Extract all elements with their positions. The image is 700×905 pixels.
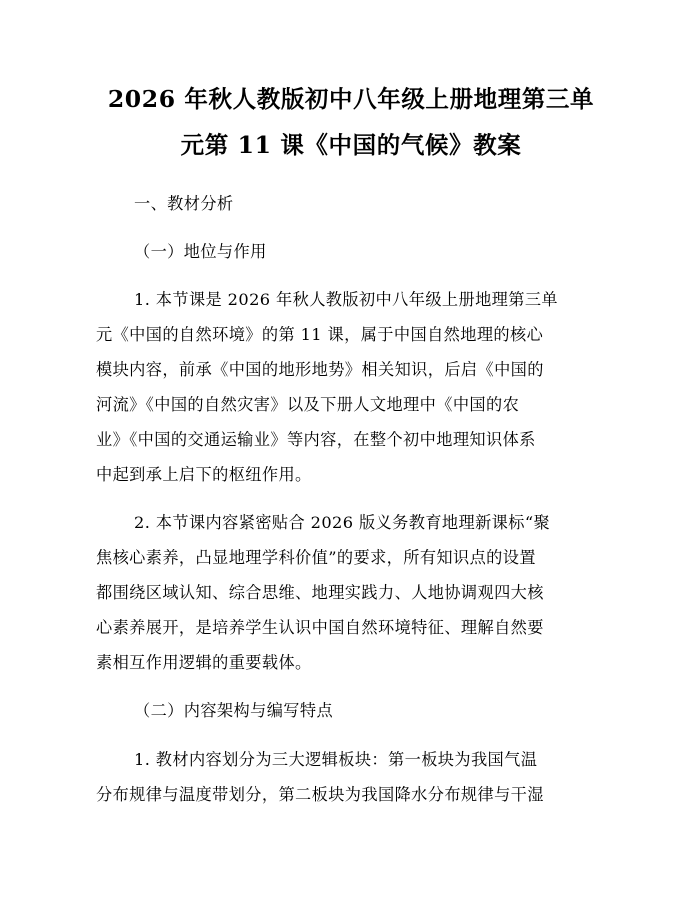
subheading-content-structure: （二）内容架构与编写特点 <box>134 701 334 720</box>
paragraph-line: 焦核心素养，凸显地理学科价值”的要求，所有知识点的设置 <box>96 548 536 567</box>
paragraph-line: 河流》《中国的自然灾害》以及下册人文地理中《中国的农 <box>96 395 520 414</box>
paragraph-line: 分布规律与温度带划分，第二板块为我国降水分布规律与干湿 <box>96 785 544 804</box>
paragraph-line: 素相互作用逻辑的重要载体。 <box>96 653 312 672</box>
heading-teaching-material-analysis: 一、教材分析 <box>134 194 234 213</box>
paragraph-line: 1. 教材内容划分为三大逻辑板块：第一板块为我国气温 <box>134 750 538 769</box>
paragraph-line: 元《中国的自然环境》的第 11 课，属于中国自然地理的核心 <box>96 325 544 344</box>
paragraph-line: 2. 本节课内容紧密贴合 2026 版义务教育地理新课标“聚 <box>134 513 551 532</box>
paragraph-line: 业》《中国的交通运输业》等内容，在整个初中地理知识体系 <box>96 430 536 449</box>
document-title-line-1: 2026 年秋人教版初中八年级上册地理第三单 <box>107 85 595 113</box>
paragraph-line: 心素养展开，是培养学生认识中国自然环境特征、理解自然要 <box>96 618 544 637</box>
document-title-line-2: 元第 11 课《中国的气候》教案 <box>180 131 522 159</box>
paragraph-line: 都围绕区域认知、综合思维、地理实践力、人地协调观四大核 <box>96 583 544 602</box>
paragraph-line: 1. 本节课是 2026 年秋人教版初中八年级上册地理第三单 <box>134 290 559 309</box>
paragraph-line: 模块内容，前承《中国的地形地势》相关知识，后启《中国的 <box>96 360 544 379</box>
paragraph-line: 中起到承上启下的枢纽作用。 <box>96 465 312 484</box>
subheading-position-and-role: （一）地位与作用 <box>134 242 267 261</box>
